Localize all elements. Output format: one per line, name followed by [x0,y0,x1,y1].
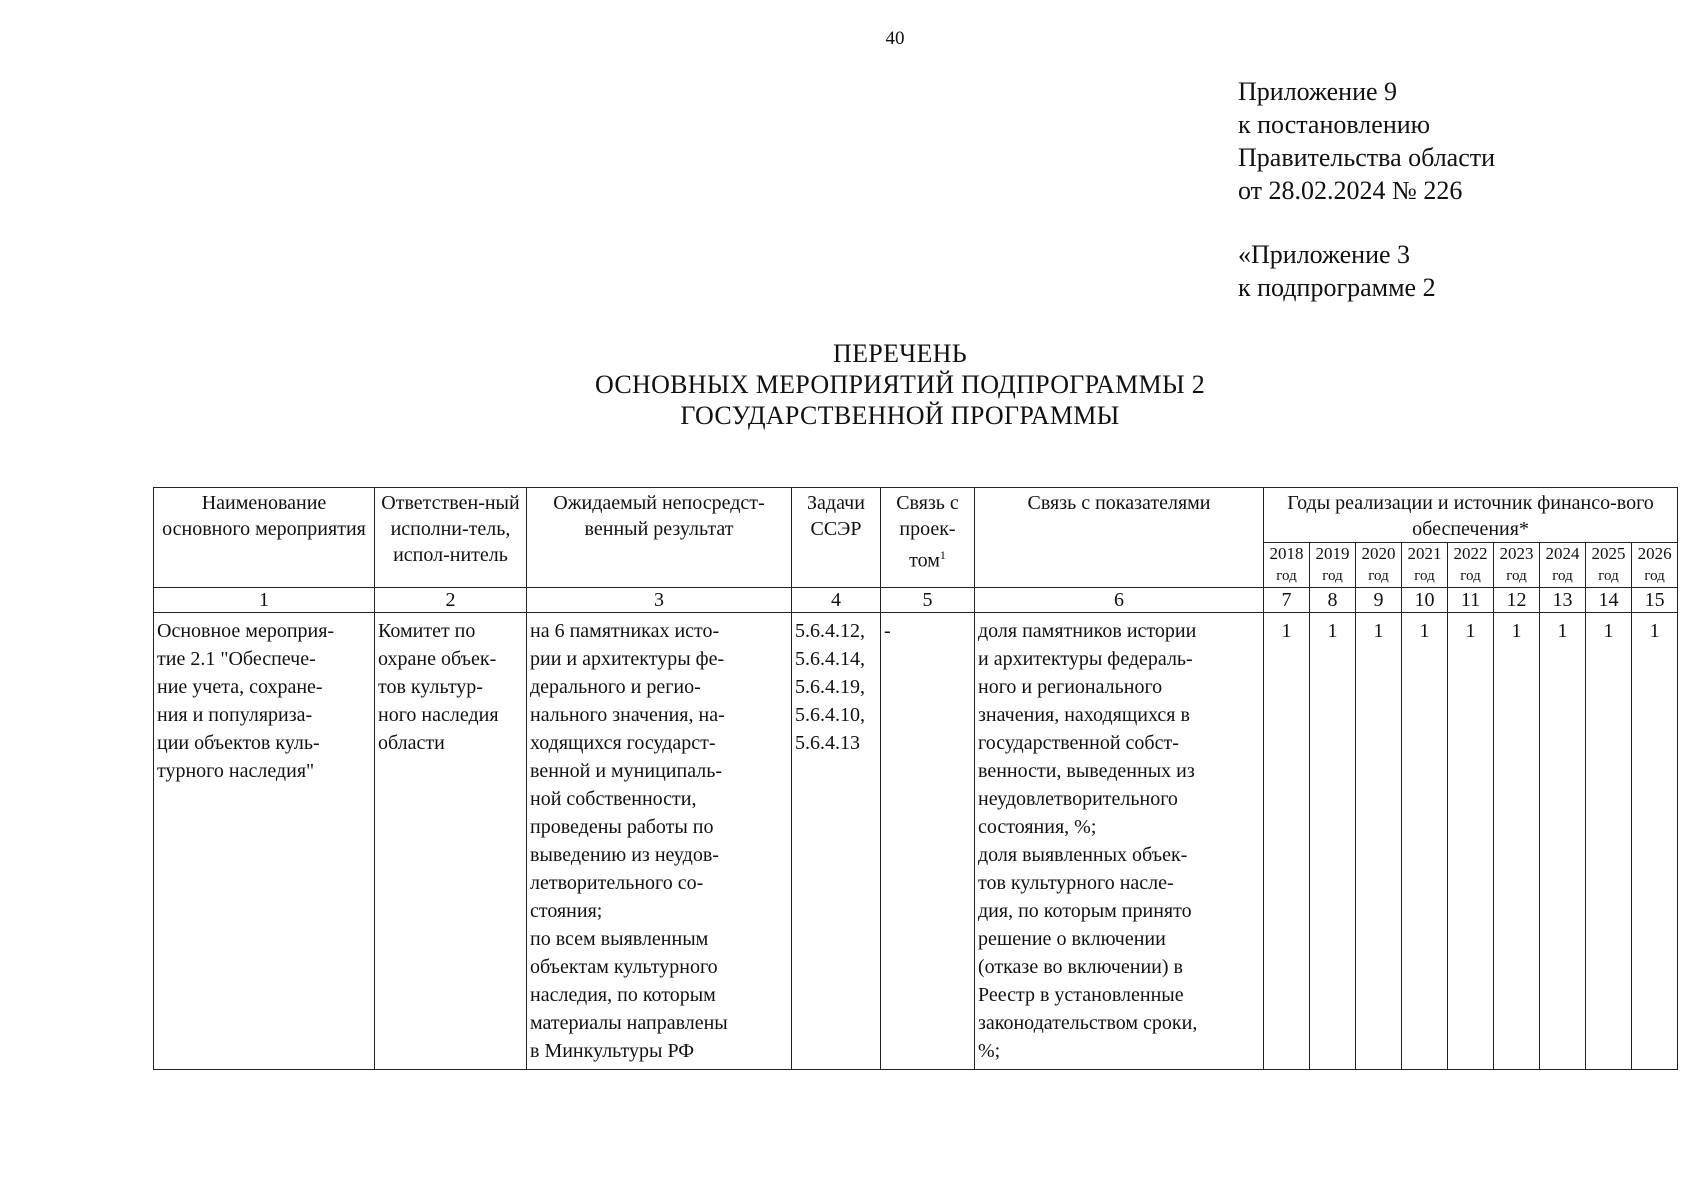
text-line: стояния; [530,900,603,922]
text-line: ного и регионального [978,676,1163,698]
text-line: венной и муниципаль- [530,760,723,782]
header-indicators: Связь с показателями [975,488,1264,588]
text-line: турного наследия" [157,760,315,782]
header-year: 2019 год [1310,543,1356,588]
text-line: на 6 памятниках исто- [530,620,720,642]
appendix-line: Приложение 9 [1238,77,1398,106]
header-project-link-text: Связь с проек-том [896,492,959,572]
text-line: летворительного со- [530,872,704,894]
title-line: ОСНОВНЫХ МЕРОПРИЯТИЙ ПОДПРОГРАММЫ 2 [594,370,1206,399]
text-line: объектам культурного [530,956,718,978]
header-year: 2020 год [1356,543,1402,588]
column-number: 12 [1494,588,1540,613]
appendix-sub-line: «Приложение 3 [1238,240,1411,269]
header-activity-name: Наименование основного мероприятия [154,488,375,588]
year-value-cell: 1 [1586,613,1632,1070]
text-line: по всем выявленным [530,928,709,950]
text-line: проведены работы по [530,816,714,838]
appendix-line: Правительства области [1238,143,1496,172]
appendix-block [1238,75,1495,207]
text-line: области [378,732,445,754]
indicators-cell [975,613,1264,1070]
year-value-cell: 1 [1632,613,1678,1070]
column-number: 5 [881,588,975,613]
column-number: 6 [975,588,1264,613]
title-line: ГОСУДАРСТВЕННОЙ ПРОГРАММЫ [680,401,1120,430]
column-number: 13 [1540,588,1586,613]
year-value-cell: 1 [1494,613,1540,1070]
tasks-cell [792,613,881,1070]
header-executor: Ответствен-ный исполни-тель, испол-нитель [375,488,527,588]
text-line: дерального и регио- [530,676,701,698]
text-line: нального значения, на- [530,704,725,726]
text-line: тие 2.1 "Обеспече- [157,648,316,670]
text-line: решение о включении [978,928,1166,950]
title-line: ПЕРЕЧЕНЬ [833,339,967,368]
text-line: государственной собст- [978,732,1179,754]
header-tasks: Задачи ССЭР [792,488,881,588]
year-value-cell: 1 [1402,613,1448,1070]
text-line: значения, находящихся в [978,704,1190,726]
text-line: охране объек- [378,648,497,670]
text-line: 5.6.4.12, [795,620,865,642]
text-line: доля выявленных объек- [978,844,1188,866]
header-year: 2018 год [1264,543,1310,588]
text-line: в Минкультуры РФ [530,1040,695,1062]
header-expected-result: Ожидаемый непосредст-венный результат [527,488,792,588]
year-value-cell: 1 [1264,613,1310,1070]
header-year: 2026 год [1632,543,1678,588]
expected-result-cell [527,613,792,1070]
text-line: выведению из неудов- [530,844,719,866]
text-line: ходящихся государст- [530,732,716,754]
text-line: рии и архитектуры фе- [530,648,725,670]
column-numbers-row [154,588,1678,613]
text-line: ния и популяриза- [157,704,313,726]
text-line: законодательством сроки, [978,1012,1198,1034]
text-line: тов культурного насле- [978,872,1174,894]
header-year: 2025 год [1586,543,1632,588]
appendix-line: от 28.02.2024 № 226 [1238,176,1463,205]
column-number: 8 [1310,588,1356,613]
text-line: венности, выведенных из [978,760,1195,782]
header-row [154,488,1678,543]
header-project-link [881,488,975,588]
year-value-cell: 1 [1310,613,1356,1070]
text-line: Реестр в установленные [978,984,1184,1006]
appendix-sub-block [1238,238,1436,304]
text-line: и архитектуры федераль- [978,648,1193,670]
text-line: наследия, по которым [530,984,716,1006]
text-line: дия, по которым принято [978,900,1192,922]
text-line: тов культур- [378,676,483,698]
text-line: ции объектов куль- [157,732,320,754]
column-number: 4 [792,588,881,613]
year-value-cell: 1 [1448,613,1494,1070]
text-line: ной собственности, [530,788,697,810]
activities-table [153,487,1678,1070]
executor-cell [375,613,527,1070]
header-year: 2021 год [1402,543,1448,588]
text-line: неудовлетворительного [978,788,1178,810]
column-number: 15 [1632,588,1678,613]
text-line: 5.6.4.14, [795,648,865,670]
text-line: 5.6.4.10, [795,704,865,726]
text-line: доля памятников истории [978,620,1197,642]
column-number: 10 [1402,588,1448,613]
activity-name-cell [154,613,375,1070]
column-number: 7 [1264,588,1310,613]
text-line: материалы направлены [530,1012,728,1034]
column-number: 1 [154,588,375,613]
column-number: 3 [527,588,792,613]
text-line: %; [978,1040,1001,1062]
project-link-cell: - [881,613,975,1070]
text-line: ние учета, сохране- [157,676,323,698]
text-line: ного наследия [378,704,499,726]
header-years-group: Годы реализации и источник финансо-вого обеспечения* [1264,488,1678,543]
appendix-line: к постановлению [1238,110,1431,139]
text-line: 5.6.4.19, [795,676,865,698]
footnote-mark: 1 [939,548,946,562]
document-title [400,338,1400,431]
column-number: 11 [1448,588,1494,613]
text-line: Основное мероприя- [157,620,335,642]
table-row [154,613,1678,1070]
text-line: состояния, %; [978,816,1097,838]
text-line: 5.6.4.13 [795,732,860,754]
text-line: Комитет по [378,620,476,642]
year-value-cell: 1 [1540,613,1586,1070]
header-year: 2024 год [1540,543,1586,588]
year-value-cell: 1 [1356,613,1402,1070]
column-number: 9 [1356,588,1402,613]
text-line: (отказе во включении) в [978,956,1183,978]
header-year: 2023 год [1494,543,1540,588]
header-year: 2022 год [1448,543,1494,588]
page-number: 40 [885,28,905,49]
column-number: 14 [1586,588,1632,613]
appendix-sub-line: к подпрограмме 2 [1238,273,1436,302]
column-number: 2 [375,588,527,613]
